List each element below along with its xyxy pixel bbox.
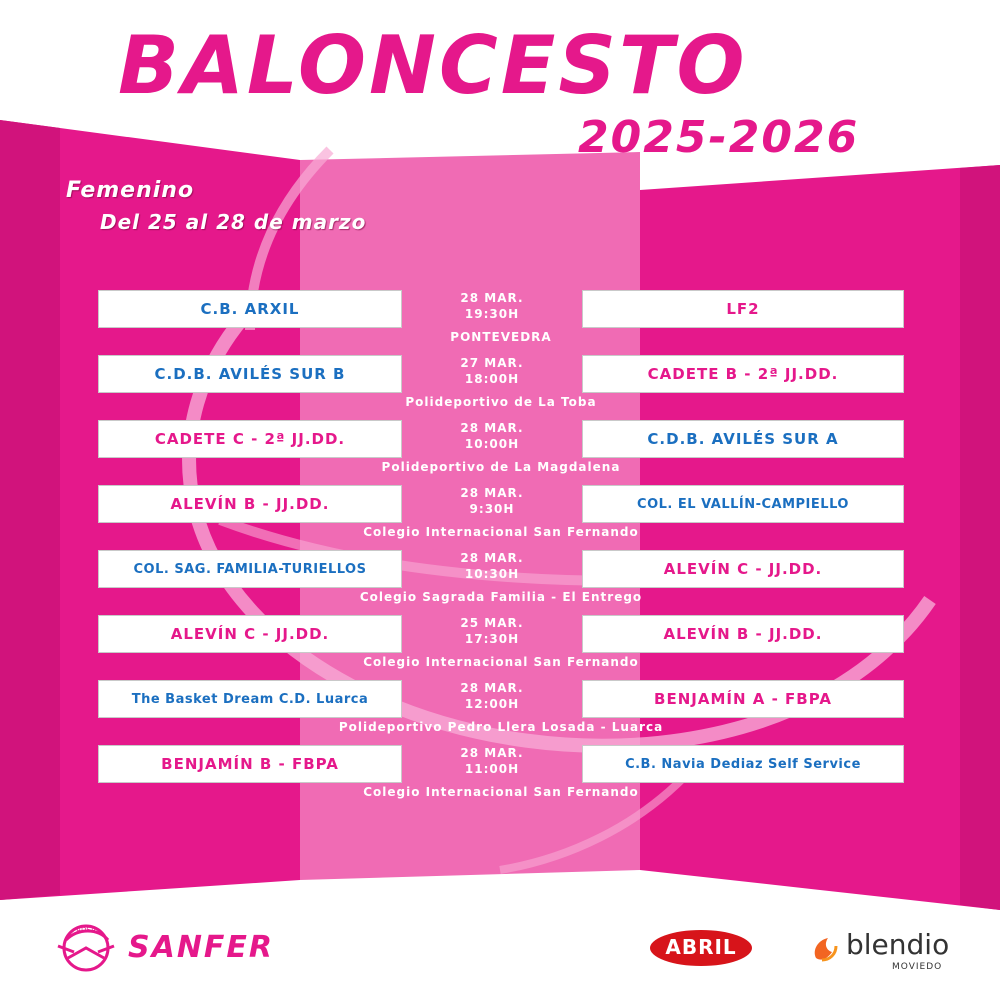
match-datetime [402,290,582,322]
away-team: C.D.B. AVILÉS SUR A [582,420,904,458]
match-time: 18:00H [464,372,520,386]
match-row [98,290,904,354]
away-team: CADETE B - 2ª JJ.DD. [582,355,904,393]
match-venue: Polideportivo de La Toba [405,395,597,409]
blendio-logo-icon [808,932,844,968]
date-range: Del 25 al 28 de marzo [100,210,367,234]
away-team: C.B. Navia Dediaz Self Service [582,745,904,783]
match-date: 28 MAR. [460,681,524,695]
match-venue: PONTEVEDRA [450,330,552,344]
match-date: 28 MAR. [460,551,524,565]
svg-text:ADSA: ADSA [76,926,96,934]
blendio-logo-text: blendio [846,928,950,961]
match-datetime [402,680,582,712]
match-date: 28 MAR. [460,421,524,435]
match-venue: Colegio Internacional San Fernando [363,655,639,669]
match-time: 12:00H [464,697,520,711]
match-time: 9:30H [469,502,515,516]
home-team: ALEVÍN C - JJ.DD. [98,615,402,653]
match-date: 28 MAR. [460,746,524,760]
away-team: COL. EL VALLÍN-CAMPIELLO [582,485,904,523]
sanfer-logo-icon [48,918,128,978]
match-date: 28 MAR. [460,486,524,500]
home-team: C.B. ARXIL [98,290,402,328]
home-team: ALEVÍN B - JJ.DD. [98,485,402,523]
match-time: 17:30H [464,632,520,646]
match-time: 11:00H [464,762,520,776]
match-date: 25 MAR. [460,616,524,630]
match-venue: Colegio Internacional San Fernando [363,785,639,799]
category-label: Femenino [66,178,195,203]
match-row [98,550,904,614]
match-datetime [402,745,582,777]
match-datetime [402,420,582,452]
match-row [98,355,904,419]
match-venue: Colegio Sagrada Familia - El Entrego [359,590,643,604]
match-venue: Polideportivo Pedro Llera Losada - Luarca [338,720,664,734]
match-venue: Colegio Internacional San Fernando [363,525,639,539]
away-team: ALEVÍN C - JJ.DD. [582,550,904,588]
match-time: 10:30H [464,567,520,581]
home-team: COL. SAG. FAMILIA-TURIELLOS [98,550,402,588]
match-datetime [402,615,582,647]
page-title: BALONCESTO [118,19,748,112]
match-time: 19:30H [464,307,520,321]
home-team: The Basket Dream C.D. Luarca [98,680,402,718]
away-team: LF2 [582,290,904,328]
match-row [98,615,904,679]
match-date: 27 MAR. [460,356,524,370]
blendio-subtitle: MOVIEDO [892,962,943,972]
home-team: BENJAMÍN B - FBPA [98,745,402,783]
away-team: BENJAMÍN A - FBPA [582,680,904,718]
match-row [98,680,904,744]
abril-logo-text: ABRIL [665,935,737,959]
sanfer-logo-text: SANFER [128,930,275,965]
match-row [98,420,904,484]
match-row [98,745,904,809]
home-team: C.D.B. AVILÉS SUR B [98,355,402,393]
match-row [98,485,904,549]
home-team: CADETE C - 2ª JJ.DD. [98,420,402,458]
season-label: 2025-2026 [578,112,860,163]
match-datetime [402,355,582,387]
match-datetime [402,485,582,517]
match-date: 28 MAR. [460,291,524,305]
away-team: ALEVÍN B - JJ.DD. [582,615,904,653]
match-datetime [402,550,582,582]
match-time: 10:00H [464,437,520,451]
match-venue: Polideportivo de La Magdalena [381,460,621,474]
